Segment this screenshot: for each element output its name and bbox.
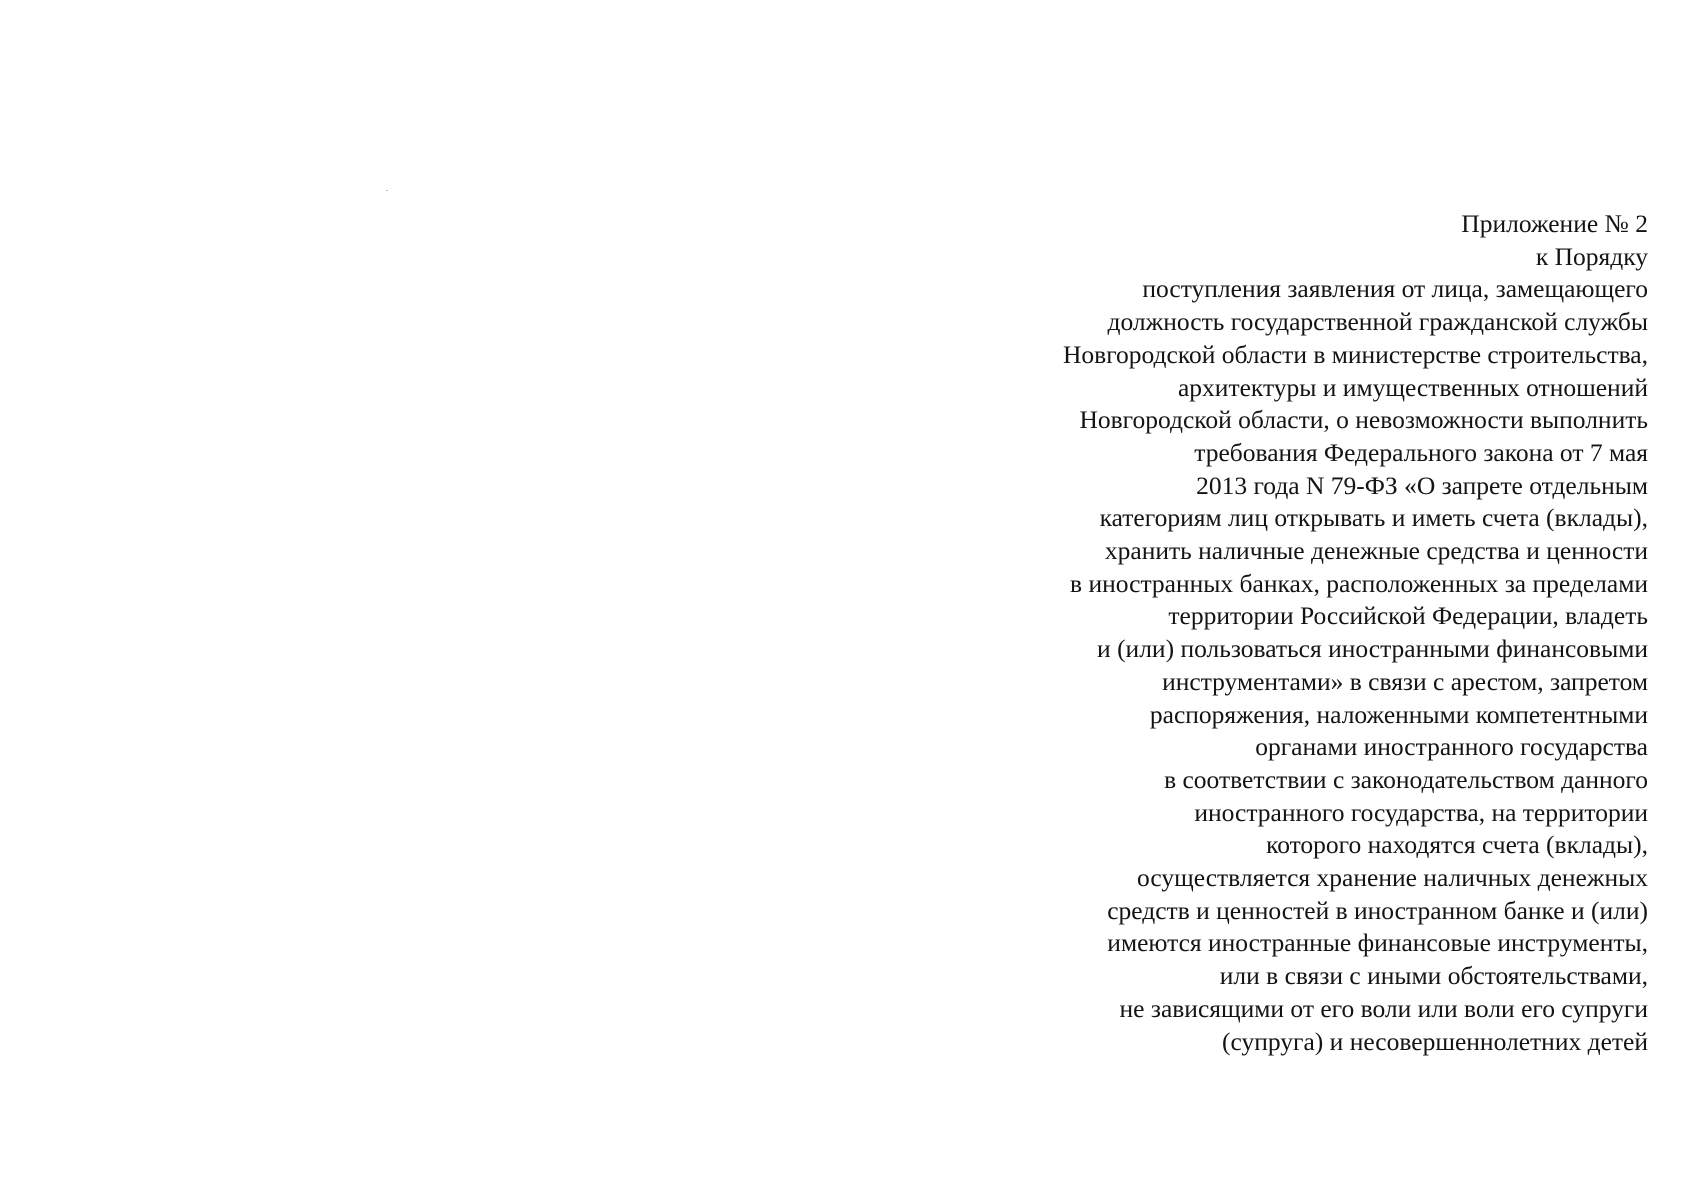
- appendix-line: категориям лиц открывать и иметь счета (вклады),: [1099, 503, 1648, 533]
- appendix-line: которого находятся счета (вклады),: [1266, 830, 1648, 860]
- appendix-line: территории Российской Федерации, владеть: [1168, 601, 1648, 631]
- appendix-line: не зависящими от его воли или воли его супруги: [1119, 993, 1648, 1023]
- appendix-line: (супруга) и несовершеннолетних детей: [1222, 1026, 1648, 1056]
- appendix-line: в иностранных банках, расположенных за пределами: [1070, 568, 1648, 598]
- appendix-line: 2013 года N 79-ФЗ «О запрете отдельным: [1196, 470, 1648, 500]
- appendix-reference: к Порядку: [1535, 241, 1648, 271]
- appendix-number: Приложение № 2: [1461, 209, 1648, 238]
- appendix-line: или в связи с иными обстоятельствами,: [1219, 961, 1648, 991]
- appendix-line: требования Федерального закона от 7 мая: [1194, 437, 1648, 467]
- appendix-line: должность государственной гражданской службы: [1107, 307, 1648, 337]
- appendix-line: имеются иностранные финансовые инструменты,: [1107, 928, 1648, 958]
- appendix-line: Новгородской области, о невозможности выполнить: [1079, 405, 1648, 435]
- appendix-line: Новгородской области в министерстве строительства,: [1063, 339, 1648, 369]
- appendix-line: иностранного государства, на территории: [1194, 797, 1648, 827]
- scan-speck: [386, 190, 388, 191]
- appendix-line: хранить наличные денежные средства и ценности: [1104, 536, 1648, 566]
- appendix-line: поступления заявления от лица, замещающего: [1142, 274, 1648, 304]
- appendix-line: и (или) пользоваться иностранными финансовыми: [1097, 634, 1648, 664]
- appendix-line: средств и ценностей в иностранном банке и (или): [1107, 895, 1648, 925]
- appendix-heading: [868, 208, 1648, 1058]
- appendix-line: в соответствии с законодательством данного: [1164, 764, 1648, 794]
- appendix-line: архитектуры и имущественных отношений: [1177, 372, 1648, 402]
- appendix-line: органами иностранного государства: [1255, 732, 1648, 762]
- appendix-line: инструментами» в связи с арестом, запретом: [1162, 666, 1648, 696]
- appendix-line: распоряжения, наложенными компетентными: [1149, 699, 1648, 729]
- appendix-line: осуществляется хранение наличных денежных: [1137, 863, 1648, 893]
